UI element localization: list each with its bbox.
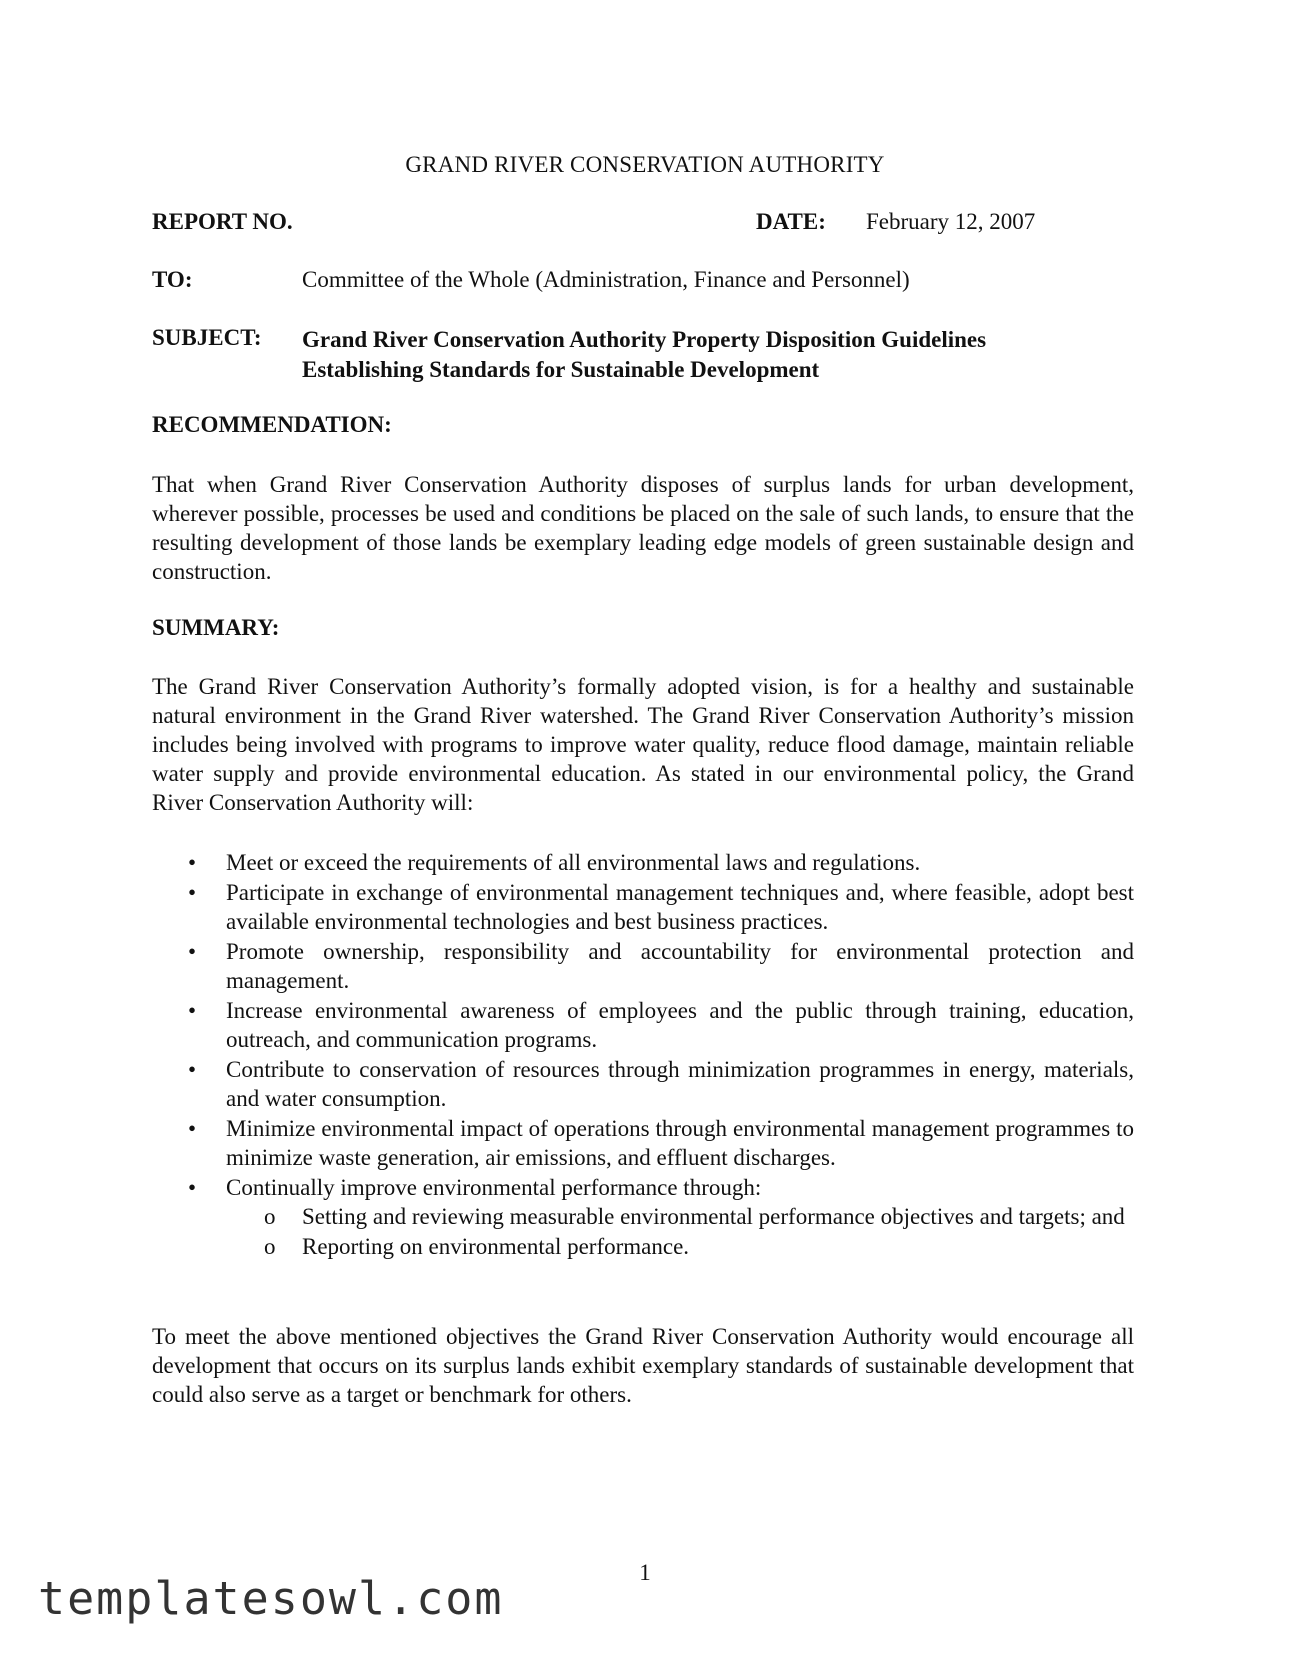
to-label: TO:	[152, 267, 193, 292]
list-item	[152, 1055, 1134, 1114]
sub-list-item	[226, 1202, 1134, 1232]
list-item	[152, 1114, 1134, 1173]
subject-line-2: Establishing Standards for Sustainable Development	[302, 357, 820, 382]
hollow-bullet-icon: o	[264, 1204, 276, 1229]
report-number-label: REPORT NO.	[152, 209, 293, 234]
policy-list	[152, 848, 1134, 1261]
hollow-bullet-icon: o	[264, 1233, 276, 1259]
subject-label: SUBJECT:	[152, 325, 262, 350]
bullet-icon: •	[188, 1115, 197, 1141]
summary-text: The Grand River Conservation Authority’s formally adopted vision, is for a healthy and sustainable natural environment in the Grand River watershed. The Grand River Conservation Authority’s mission includes being involved with programs to improve water quality, reduce flood damage, maintain reliable water supply and provide environmental education. As stated in our environmental policy, the Grand River Conservation Authority will:	[152, 674, 1134, 815]
subject-value	[302, 325, 986, 385]
list-item	[152, 996, 1134, 1055]
bullet-icon: •	[188, 997, 197, 1023]
list-item-text: Promote ownership, responsibility and accountability for environmental protection and management.	[226, 938, 1134, 993]
list-item-text: Contribute to conservation of resources through minimization programmes in energy, materials, and water consumption.	[226, 1056, 1134, 1111]
list-item	[152, 1173, 1134, 1262]
list-item-text: Participate in exchange of environmental management techniques and, where feasible, adopt best available environmental technologies and best business practices.	[226, 879, 1134, 934]
list-item	[152, 937, 1134, 996]
list-item	[152, 848, 1134, 878]
list-item-text: Minimize environmental impact of operations through environmental management programmes to minimize waste generation, air emissions, and effluent discharges.	[226, 1115, 1134, 1170]
sub-list	[226, 1202, 1134, 1261]
sub-list-item	[226, 1232, 1134, 1262]
list-item	[152, 878, 1134, 937]
bullet-icon: •	[188, 1056, 197, 1082]
sub-list-item-text: Setting and reviewing measurable environmental performance objectives and targets; and	[302, 1204, 1125, 1229]
page-number: 1	[639, 1560, 651, 1585]
organization-title: GRAND RIVER CONSERVATION AUTHORITY	[405, 152, 885, 177]
list-item-text: Continually improve environmental performance through:	[226, 1174, 762, 1200]
closing-paragraph: To meet the above mentioned objectives the Grand River Conservation Authority would encourage all development that occurs on its surplus lands exhibit exemplary standards of sustainable development that could also serve as a target or benchmark for others.	[152, 1324, 1134, 1407]
date-value: February 12, 2007	[866, 209, 1036, 234]
to-value: Committee of the Whole (Administration, Finance and Personnel)	[302, 267, 910, 292]
bullet-icon: •	[188, 879, 197, 905]
watermark-text: templatesowl.com	[38, 1572, 504, 1625]
recommendation-text: That when Grand River Conservation Authority disposes of surplus lands for urban development, wherever possible, processes be used and conditions be placed on the sale of such lands, to ensure that the resulting development of those lands be exemplary leading edge models of green sustainable design and construction.	[152, 472, 1134, 584]
subject-line-1: Grand River Conservation Authority Property Disposition Guidelines	[302, 327, 987, 352]
summary-heading: SUMMARY:	[152, 615, 280, 640]
recommendation-heading: RECOMMENDATION:	[152, 412, 392, 437]
list-item-text: Increase environmental awareness of employees and the public through training, education, outreach, and communication programs.	[226, 997, 1134, 1052]
bullet-icon: •	[188, 850, 197, 875]
bullet-icon: •	[188, 1174, 197, 1200]
date-label: DATE:	[756, 209, 826, 234]
list-item-text: Meet or exceed the requirements of all environmental laws and regulations.	[226, 850, 921, 875]
bullet-icon: •	[188, 938, 197, 964]
sub-list-item-text: Reporting on environmental performance.	[302, 1233, 690, 1259]
